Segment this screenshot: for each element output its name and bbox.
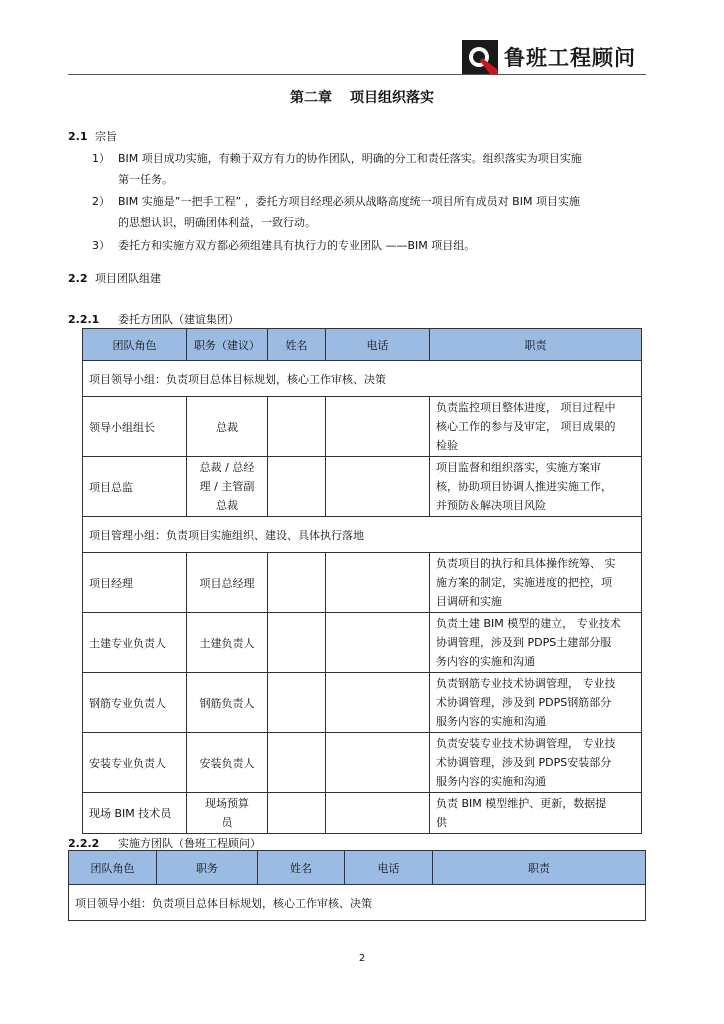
column-header: 团队角色	[69, 851, 157, 885]
duty-cell: 负责土建 BIM 模型的建立， 专业技术 协调管理，涉及到 PDPS土建部分服 务内容的实施和沟通	[430, 613, 642, 673]
chapter-title-text: 项目组织落实	[350, 90, 434, 106]
group-row	[69, 885, 646, 921]
phone-cell	[326, 673, 430, 733]
section-title: 委托方团队（建谊集团）	[118, 313, 239, 326]
item-line: BIM 项目成功实施，有赖于双方有力的协作团队，明确的分工和责任落实。组织落实为项目实施	[118, 152, 582, 165]
column-header: 姓名	[268, 329, 326, 361]
column-header: 职务	[157, 851, 258, 885]
duty-cell: 负责监控项目整体进度， 项目过程中 核心工作的参与及审定， 项目成果的 检验	[430, 397, 642, 457]
name-cell	[268, 613, 326, 673]
purpose-item-2	[92, 191, 652, 235]
column-header: 电话	[326, 329, 430, 361]
section-2-2-2-heading	[68, 835, 261, 851]
logo-mark-icon	[462, 40, 498, 74]
phone-cell	[326, 553, 430, 613]
role-cell: 现场 BIM 技术员	[83, 793, 187, 834]
item-number: 2）	[92, 195, 110, 208]
table-row	[83, 673, 642, 733]
chapter-number: 第二章	[290, 90, 332, 106]
item-number: 1）	[92, 152, 110, 165]
section-title: 宗旨	[95, 130, 117, 143]
section-2-1-heading	[68, 128, 117, 144]
group-label: 项目领导小组：负责项目总体目标规划，核心工作审核、决策	[69, 885, 646, 921]
phone-cell	[326, 613, 430, 673]
name-cell	[268, 733, 326, 793]
role-cell: 项目经理	[83, 553, 187, 613]
column-header: 职责	[430, 329, 642, 361]
role-cell: 领导小组组长	[83, 397, 187, 457]
section-number: 2.2.1	[68, 313, 100, 326]
purpose-item-1	[92, 148, 652, 192]
column-header: 团队角色	[83, 329, 187, 361]
duty-cell: 项目监督和组织落实，实施方案审 核，协助项目协调人推进实施工作， 并预防＆解决项目风险	[430, 457, 642, 517]
name-cell	[268, 793, 326, 834]
name-cell	[268, 397, 326, 457]
position-cell: 安装负责人	[187, 733, 268, 793]
column-header: 姓名	[258, 851, 345, 885]
chapter-title	[0, 87, 724, 107]
table-row	[83, 793, 642, 834]
client-team-table	[82, 328, 642, 834]
item-line: BIM 实施是”一把手工程” ，委托方项目经理必须从战略高度统一项目所有成员对 BIM 项目实施	[118, 195, 580, 208]
role-cell: 钢筋专业负责人	[83, 673, 187, 733]
item-line: 委托方和实施方双方都必须组建具有执行力的专业团队 ——BIM 项目组。	[118, 239, 476, 252]
phone-cell	[326, 733, 430, 793]
duty-cell: 负责钢筋专业技术协调管理， 专业技 术协调管理，涉及到 PDPS钢筋部分 服务内容的实施和沟通	[430, 673, 642, 733]
table-header-row	[69, 851, 646, 885]
role-cell: 项目总监	[83, 457, 187, 517]
table-row	[83, 457, 642, 517]
duty-cell: 负责项目的执行和具体操作统筹、 实 施方案的制定，实施进度的把控，项 目调研和实施	[430, 553, 642, 613]
position-cell: 总裁 / 总经 理 / 主管副 总裁	[187, 457, 268, 517]
company-logo	[462, 40, 636, 74]
purpose-item-3	[92, 235, 652, 257]
role-cell: 土建专业负责人	[83, 613, 187, 673]
section-number: 2.2	[68, 272, 88, 285]
duty-cell: 负责 BIM 模型维护、更新，数据提 供	[430, 793, 642, 834]
table-row	[83, 553, 642, 613]
position-cell: 土建负责人	[187, 613, 268, 673]
column-header: 职责	[433, 851, 646, 885]
position-cell: 项目总经理	[187, 553, 268, 613]
table-row	[83, 613, 642, 673]
name-cell	[268, 673, 326, 733]
column-header: 职务（建议）	[187, 329, 268, 361]
table-row	[83, 397, 642, 457]
header-divider	[68, 74, 646, 75]
phone-cell	[326, 457, 430, 517]
column-header: 电话	[345, 851, 433, 885]
group-label: 项目管理小组：负责项目实施组织、建设、具体执行落地	[83, 517, 642, 553]
logo-text: 鲁班工程顾问	[504, 46, 636, 70]
section-title: 实施方团队（鲁班工程顾问）	[118, 837, 261, 850]
phone-cell	[326, 397, 430, 457]
section-number: 2.2.2	[68, 837, 100, 850]
group-row	[83, 361, 642, 397]
position-cell: 现场预算 员	[187, 793, 268, 834]
duty-cell: 负责安装专业技术协调管理， 专业技 术协调管理，涉及到 PDPS安装部分 服务内容的实施和沟通	[430, 733, 642, 793]
section-title: 项目团队组建	[95, 272, 161, 285]
position-cell: 钢筋负责人	[187, 673, 268, 733]
name-cell	[268, 553, 326, 613]
section-number: 2.1	[68, 130, 88, 143]
implementer-team-table	[68, 850, 646, 921]
group-row	[83, 517, 642, 553]
group-label: 项目领导小组：负责项目总体目标规划，核心工作审核、决策	[83, 361, 642, 397]
section-2-2-heading	[68, 270, 161, 286]
section-2-2-1-heading	[68, 311, 239, 327]
phone-cell	[326, 793, 430, 834]
role-cell: 安装专业负责人	[83, 733, 187, 793]
item-number: 3）	[92, 239, 110, 252]
position-cell: 总裁	[187, 397, 268, 457]
item-line: 第一任务。	[118, 173, 173, 186]
name-cell	[268, 457, 326, 517]
item-line: 的思想认识，明确团体利益，一致行动。	[118, 216, 316, 229]
page-number: 2	[358, 953, 366, 964]
table-header-row	[83, 329, 642, 361]
table-row	[83, 733, 642, 793]
